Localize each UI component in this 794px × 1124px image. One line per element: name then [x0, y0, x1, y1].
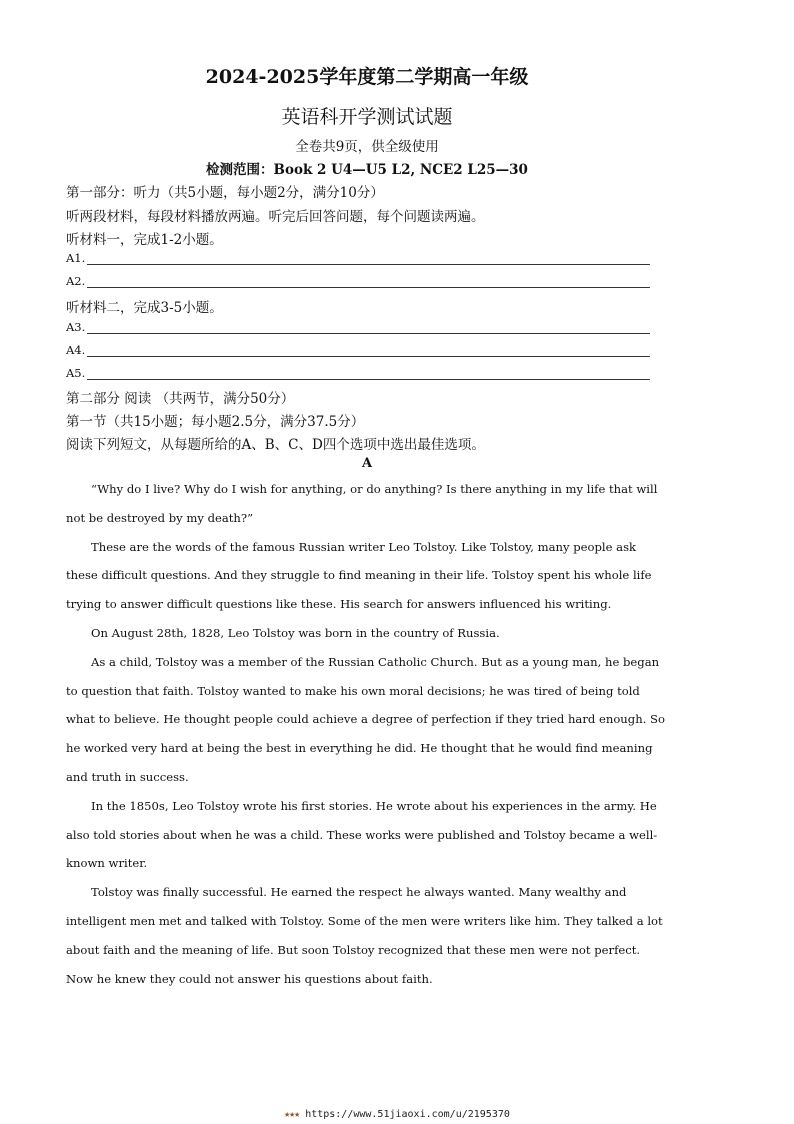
material2-label: 听材料二，完成3-5小题。 — [66, 300, 223, 316]
answer-label: A5. — [66, 366, 86, 380]
footer-stars-icon: ★★★ — [284, 1109, 300, 1120]
passage-label: A — [361, 456, 373, 471]
answer-label: A4. — [66, 343, 86, 357]
passage-paragraph: Tolstoy was finally successful. He earned the respect he always wanted. Many wealthy and intelligent men met and talked with Tolstoy. Some of the men were writers like him. They talked a lot about faith and the meaning of life. But soon Tolstoy recognized that these men were not perfect. Now he knew they could not answer his questions about faith. — [66, 885, 663, 986]
answer-blank[interactable] — [87, 321, 650, 334]
exam-subtitle: 英语科开学测试试题 — [281, 106, 453, 128]
passage-paragraph: As a child, Tolstoy was a member of the Russian Catholic Church. But as a young man, he began to question that faith. Tolstoy wanted to make his own moral decisions; he was tired of being told what to believe. He thought people could achieve a degree of perfection if they tried hard enough. So he worked very hard at being the best in everything he did. He thought that he would find meaning and truth in success. — [66, 654, 665, 784]
footer-url[interactable]: https://www.51jiaoxi.com/u/2195370 — [305, 1109, 510, 1120]
part1-heading: 第一部分：听力（共5小题，每小题2分，满分10分） — [66, 185, 384, 201]
passage-paragraph: These are the words of the famous Russian writer Leo Tolstoy. Like Tolstoy, many people ask these difficult questions. And they struggle to find meaning in their life. Tolstoy spent his whole life trying to answer difficult questions like these. His search for answers influenced his writing. — [66, 539, 652, 612]
answer-blank[interactable] — [87, 275, 650, 288]
reading-instruction: 阅读下列短文，从每题所给的A、B、C、D四个选项中选出最佳选项。 — [66, 437, 485, 453]
part2-heading: 第二部分 阅读 （共两节，满分50分） — [66, 391, 295, 407]
test-scope: 检测范围：Book 2 U4—U5 L2, NCE2 L25—30 — [206, 162, 528, 178]
answer-label: A2. — [66, 274, 86, 288]
answer-line-a2[interactable] — [66, 274, 650, 288]
answer-line-a5[interactable] — [66, 366, 650, 380]
passage-paragraph: In the 1850s, Leo Tolstoy wrote his first stories. He wrote about his experiences in the army. He also told stories about when he was a child. These works were published and Tolstoy became a well-known writer. — [66, 798, 658, 871]
section1-heading: 第一节（共15小题；每小题2.5分，满分37.5分） — [66, 414, 365, 430]
answer-line-a1[interactable] — [66, 251, 650, 265]
answer-line-a3[interactable] — [66, 320, 650, 334]
reading-passage — [66, 475, 666, 993]
pages-note: 全卷共9页，供全级使用 — [295, 139, 439, 155]
passage-paragraph: On August 28th, 1828, Leo Tolstoy was born in the country of Russia. — [91, 625, 500, 640]
answer-blank[interactable] — [87, 344, 650, 357]
answer-label: A3. — [66, 320, 86, 334]
material1-label: 听材料一，完成1-2小题。 — [66, 232, 223, 248]
answer-blank[interactable] — [87, 367, 650, 380]
answer-label: A1. — [66, 251, 86, 265]
part1-instruction: 听两段材料，每段材料播放两遍。听完后回答问题，每个问题读两遍。 — [66, 209, 485, 225]
answer-blank[interactable] — [87, 252, 650, 265]
answer-line-a4[interactable] — [66, 343, 650, 357]
passage-paragraph: “Why do I live? Why do I wish for anything, or do anything? Is there anything in my life that will not be destroyed by my death?” — [66, 482, 658, 525]
page-footer — [0, 1109, 794, 1120]
exam-title: 2024-2025学年度第二学期高一年级 — [205, 66, 529, 88]
